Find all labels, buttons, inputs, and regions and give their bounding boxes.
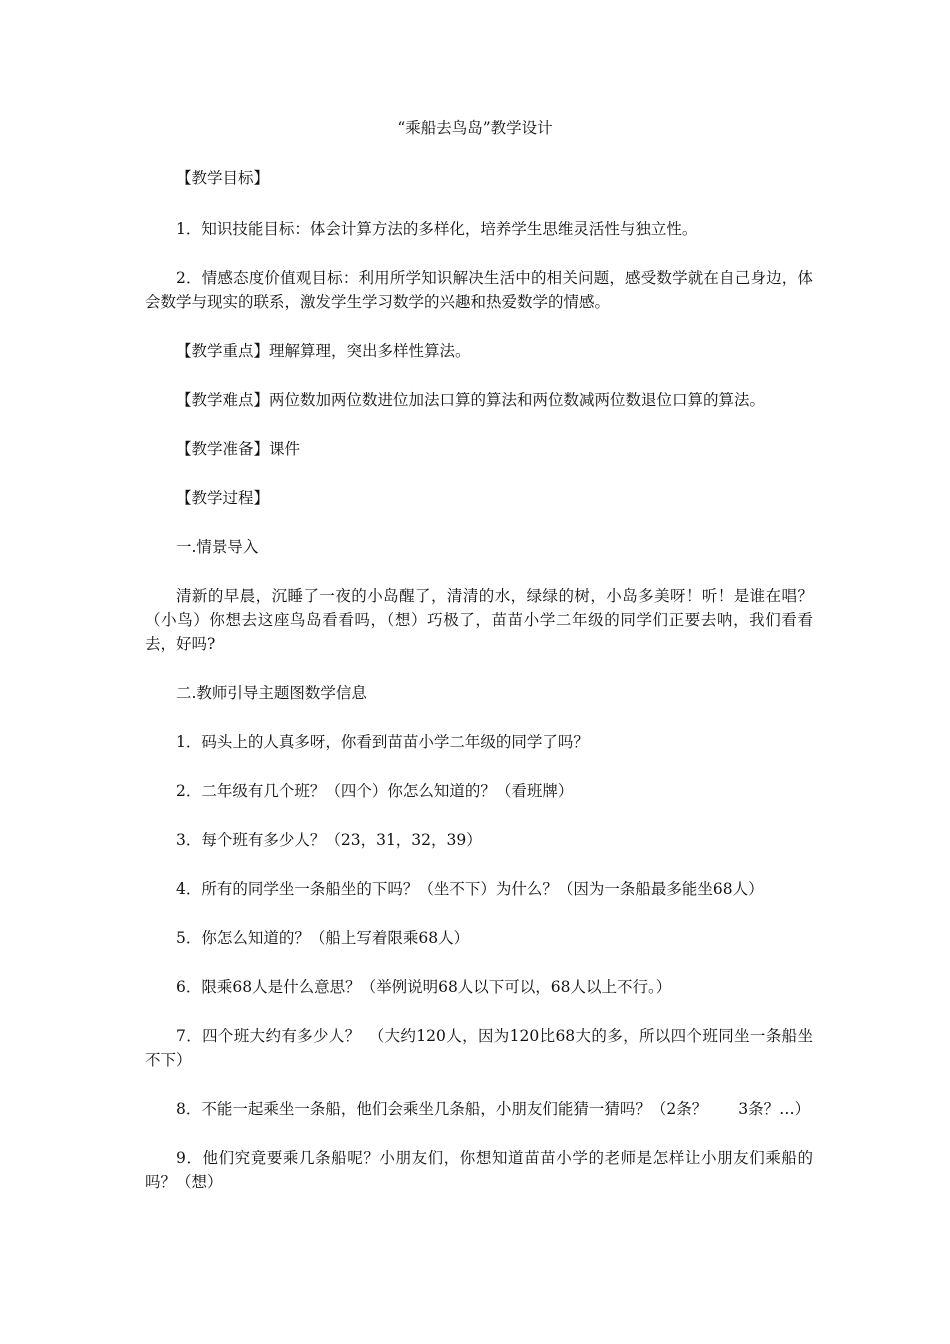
guide-question-1: 1．码头上的人真多呀，你看到苗苗小学二年级的同学了吗？ bbox=[176, 733, 589, 751]
heading-teaching-process: 【教学过程】 bbox=[176, 489, 270, 507]
document-body bbox=[145, 166, 813, 1219]
scenario-intro-text: 清新的早晨，沉睡了一夜的小岛醒了，清清的水，绿绿的树，小岛多美呀！听！是谁在唱？（小鸟）你想去这座鸟岛看看吗，（想）巧极了，苗苗小学二年级的同学们正要去呐，我们看看去，好吗? bbox=[145, 587, 813, 653]
objective-knowledge-skills: 1．知识技能目标：体会计算方法的多样化，培养学生思维灵活性与独立性。 bbox=[176, 220, 698, 238]
guide-question-5: 5．你怎么知道的？（船上写着限乘68人） bbox=[176, 929, 470, 947]
document-title: “乘船去鸟岛”教学设计 bbox=[397, 119, 553, 137]
guide-question-4: 4．所有的同学坐一条船坐的下吗？（坐不下）为什么？（因为一条船最多能坐68人） bbox=[176, 880, 764, 898]
heading-teaching-objectives: 【教学目标】 bbox=[176, 169, 270, 187]
section-teacher-guide: 二.教师引导主题图数学信息 bbox=[176, 684, 367, 702]
objective-emotion-attitude: 2．情感态度价值观目标：利用所学知识解决生活中的相关问题，感受数学就在自己身边，体会数学与现实的联系，激发学生学习数学的兴趣和热爱数学的情感。 bbox=[145, 269, 813, 311]
guide-question-6: 6．限乘68人是什么意思？（举例说明68人以下可以，68人以上不行。） bbox=[176, 978, 672, 996]
teaching-difficulties: 【教学难点】两位数加两位数进位加法口算的算法和两位数减两位数退位口算的算法。 bbox=[176, 391, 766, 409]
teaching-key-points: 【教学重点】理解算理，突出多样性算法。 bbox=[176, 342, 471, 360]
guide-question-7: 7．四个班大约有多少人？ （大约120人，因为120比68大的多，所以四个班同坐一条船坐不下） bbox=[145, 1027, 813, 1069]
guide-question-8: 8．不能一起乘坐一条船，他们会乘坐几条船，小朋友们能猜一猜吗？（2条？ 3条？…） bbox=[176, 1100, 811, 1118]
section-scenario-intro: 一.情景导入 bbox=[176, 538, 259, 556]
teaching-preparation: 【教学准备】课件 bbox=[176, 440, 301, 458]
guide-question-2: 2．二年级有几个班？（四个）你怎么知道的？（看班牌） bbox=[176, 782, 574, 800]
guide-question-9: 9．他们究竟要乘几条船呢？小朋友们，你想知道苗苗小学的老师是怎样让小朋友们乘船的吗？（想） bbox=[145, 1149, 813, 1191]
guide-question-3: 3．每个班有多少人？（23，31，32，39） bbox=[176, 831, 482, 849]
